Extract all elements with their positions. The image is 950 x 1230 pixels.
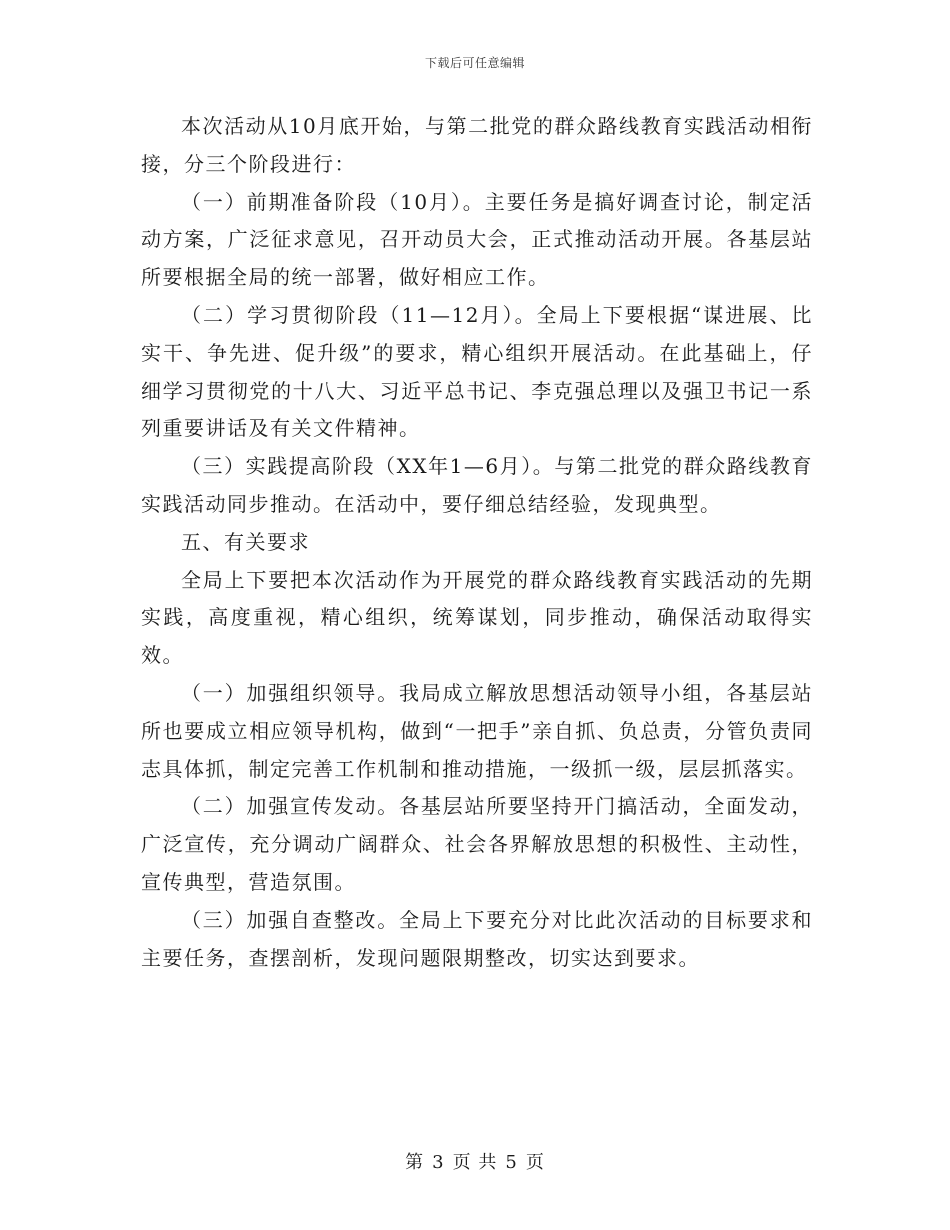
paragraph-stage-three: （三）实践提高阶段（XX年1—6月）。与第二批党的群众路线教育实践活动同步推动。在活动中，要仔细总结经验，发现典型。 bbox=[141, 454, 813, 516]
paragraph-schedule-intro: 本次活动从10月底开始，与第二批党的群众路线教育实践活动相衔接，分三个阶段进行： bbox=[141, 114, 813, 176]
paragraph-requirement-one: （一）加强组织领导。我局成立解放思想活动领导小组，各基层站所也要成立相应领导机构，做到“一把手”亲自抓、负总责，分管负责同志具体抓，制定完善工作机制和推动措施，一级抓一级，层层抓落实。 bbox=[141, 680, 813, 781]
footer-suffix: 页 bbox=[525, 1152, 545, 1173]
paragraph-requirement-three: （三）加强自查整改。全局上下要充分对比此次活动的目标要求和主要任务，查摆剖析，发现问题限期整改，切实达到要求。 bbox=[141, 907, 813, 970]
document-body bbox=[141, 108, 813, 977]
header-note: 下载后可任意编辑 bbox=[424, 56, 525, 70]
footer-total-pages: 5 bbox=[505, 1152, 518, 1173]
footer-middle: 页 共 bbox=[452, 1152, 498, 1173]
paragraph-stage-two: （二）学习贯彻阶段（11—12月）。全局上下要根据“谋进展、比实干、争先进、促升级”的要求，精心组织开展活动。在此基础上，仔细学习贯彻党的十八大、习近平总书记、李克强总理以及强卫书记一系列重要讲话及有关文件精神。 bbox=[141, 302, 813, 441]
page-number-footer bbox=[0, 1148, 950, 1174]
paragraph-stage-one: （一）前期准备阶段（10月）。主要任务是搞好调查讨论，制定活动方案，广泛征求意见，召开动员大会，正式推动活动开展。各基层站所要根据全局的统一部署，做好相应工作。 bbox=[141, 189, 813, 290]
paragraph-requirements-intro: 全局上下要把本次活动作为开展党的群众路线教育实践活动的先期实践，高度重视，精心组织，统筹谋划，同步推动，确保活动取得实效。 bbox=[141, 567, 813, 668]
footer-current-page: 3 bbox=[432, 1152, 445, 1173]
section-heading-requirements: 五、有关要求 bbox=[181, 529, 310, 554]
paragraph-requirement-two: （二）加强宣传发动。各基层站所要坚持开门搞活动，全面发动，广泛宣传，充分调动广阔群众、社会各界解放思想的积极性、主动性，宣传典型，营造氛围。 bbox=[141, 794, 813, 894]
footer-prefix: 第 bbox=[405, 1152, 425, 1173]
